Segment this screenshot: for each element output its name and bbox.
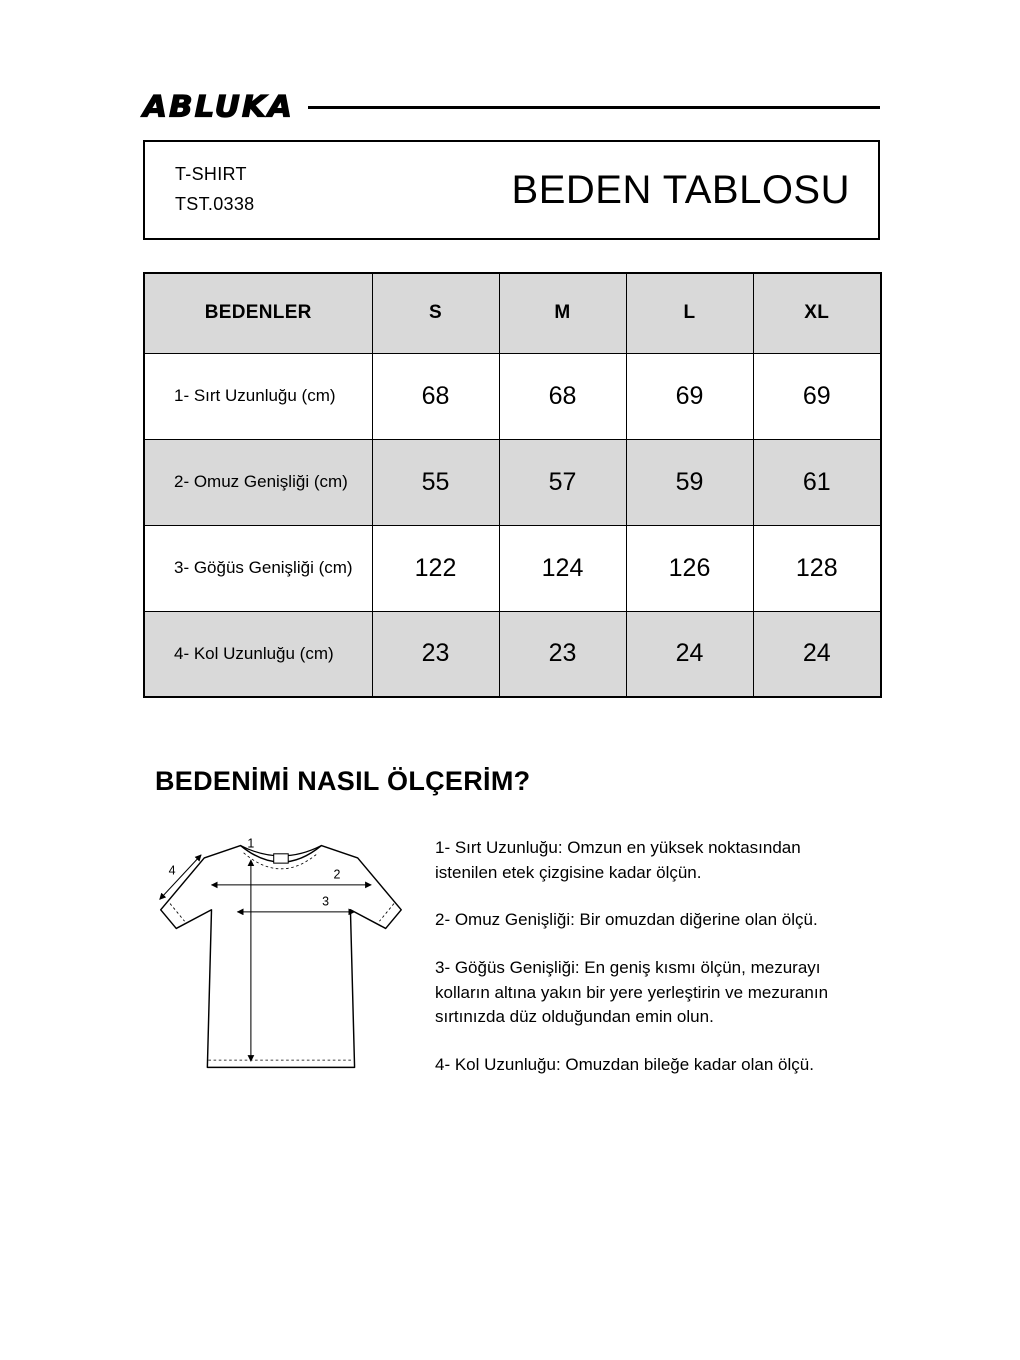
cell-value: 69 <box>753 353 881 439</box>
size-table-header-row <box>144 273 881 353</box>
cell-value: 122 <box>372 525 499 611</box>
cell-value: 61 <box>753 439 881 525</box>
tshirt-diagram <box>147 831 417 1087</box>
col-header-bedenler: BEDENLER <box>144 273 372 353</box>
cell-value: 24 <box>626 611 753 697</box>
brand-row <box>143 88 880 126</box>
col-header-l: L <box>626 273 753 353</box>
table-row-back-length <box>144 353 881 439</box>
title-box <box>143 140 880 240</box>
neck-tag <box>274 854 289 863</box>
brand-divider-line <box>308 106 880 109</box>
cell-value: 128 <box>753 525 881 611</box>
table-row-chest-width <box>144 525 881 611</box>
product-code: TST.0338 <box>175 194 255 214</box>
tshirt-svg <box>147 831 417 1085</box>
brand-logo: ABLUKA <box>143 89 294 125</box>
instruction-chest-width: 3- Göğüs Genişliği: En geniş kısmı ölçün, mezurayı kolların altına yakın bir yere yerleştirin ve mezuranın sırtınızda düz olduğundan emin olun. <box>435 957 829 1027</box>
cell-value: 59 <box>626 439 753 525</box>
diagram-label-2: 2 <box>333 867 341 882</box>
cell-value: 23 <box>499 611 626 697</box>
cell-value: 69 <box>626 353 753 439</box>
cell-value: 68 <box>372 353 499 439</box>
table-row-shoulder-width <box>144 439 881 525</box>
cell-value: 126 <box>626 525 753 611</box>
product-info <box>175 160 254 219</box>
row-label: 4- Kol Uzunluğu (cm) <box>144 611 372 697</box>
row-label: 1- Sırt Uzunluğu (cm) <box>144 353 372 439</box>
size-table <box>143 272 882 698</box>
col-header-xl: XL <box>753 273 881 353</box>
diagram-label-1: 1 <box>247 836 255 851</box>
row-label: 3- Göğüs Genişliği (cm) <box>144 525 372 611</box>
cell-value: 68 <box>499 353 626 439</box>
diagram-label-3: 3 <box>322 894 330 909</box>
diagram-label-4: 4 <box>168 863 176 878</box>
instruction-sleeve-length: 4- Kol Uzunluğu: Omuzdan bileğe kadar olan ölçü. <box>435 1054 814 1074</box>
instruction-back-length: 1- Sırt Uzunluğu: Omzun en yüksek noktasından istenilen etek çizgisine kadar ölçün. <box>435 838 801 882</box>
cell-value: 57 <box>499 439 626 525</box>
cell-value: 24 <box>753 611 881 697</box>
measure-instructions <box>435 836 867 1077</box>
instruction-shoulder-width: 2- Omuz Genişliği: Bir omuzdan diğerine olan ölçü. <box>435 910 818 930</box>
page-title: BEDEN TABLOSU <box>511 167 850 212</box>
cell-value: 23 <box>372 611 499 697</box>
cell-value: 55 <box>372 439 499 525</box>
tshirt-outline <box>161 846 402 1068</box>
cell-value: 124 <box>499 525 626 611</box>
col-header-s: S <box>372 273 499 353</box>
table-row-sleeve-length <box>144 611 881 697</box>
row-label: 2- Omuz Genişliği (cm) <box>144 439 372 525</box>
col-header-m: M <box>499 273 626 353</box>
measure-heading: BEDENİMİ NASIL ÖLÇERİM? <box>155 766 531 796</box>
product-name: T-SHIRT <box>175 164 247 185</box>
